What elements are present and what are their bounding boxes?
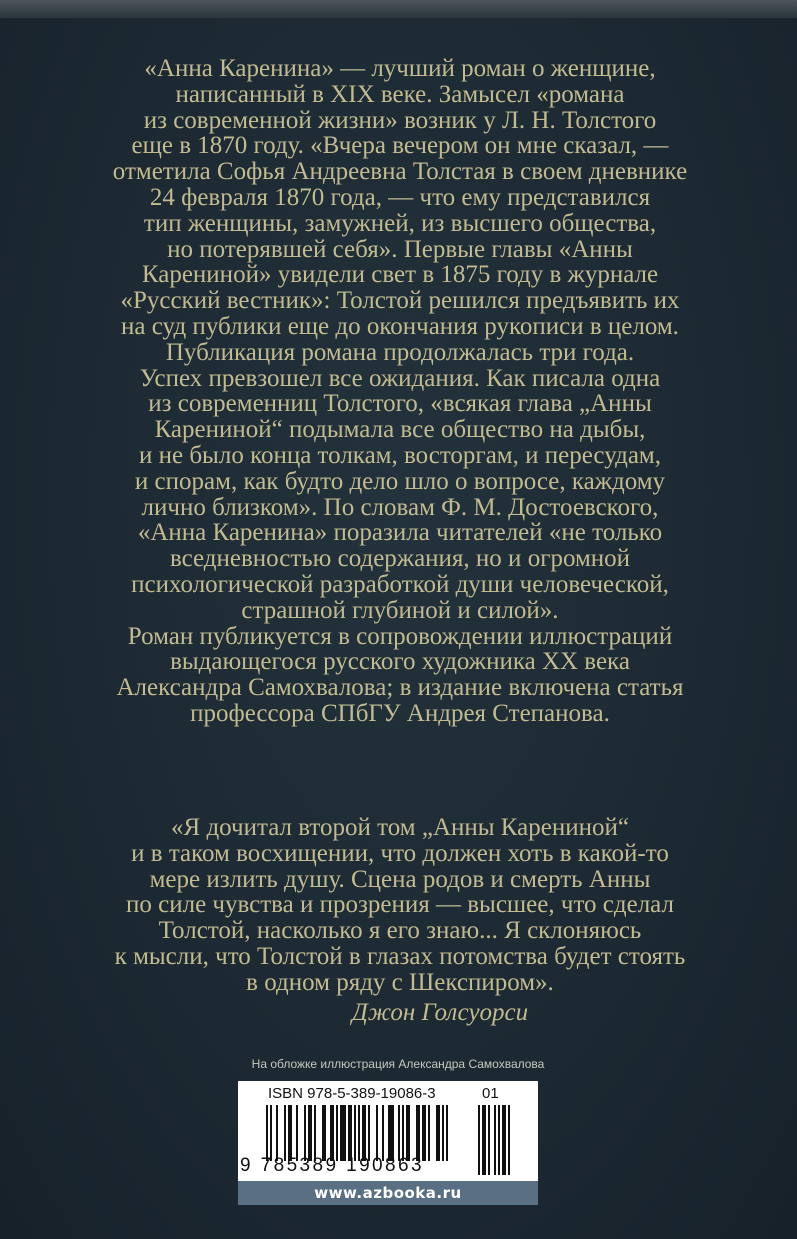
description-line: отметила Софья Андреевна Толстая в своем дневнике [112, 158, 688, 186]
quote-author: Джон Голсуорси [351, 998, 529, 1026]
description-line: Карениной» увидели свет в 1875 году в журнале [141, 261, 659, 289]
cover-illustration-credit: На обложке иллюстрация Александра Самохвалова [251, 1057, 545, 1071]
barcode-bars [266, 1105, 472, 1161]
quote-line: по силе чувства и прозрения — высшее, что сделал [126, 891, 674, 919]
description-line: вседневностью содержания, но и огромной [169, 545, 631, 573]
quote-line: «Я дочитал второй том „Анны Карениной“ [171, 814, 629, 841]
isbn-barcode [238, 1081, 538, 1181]
publisher-website: www.azbooka.ru [238, 1181, 538, 1205]
barcode-addon-bars [478, 1105, 522, 1175]
review-quote [60, 815, 740, 1025]
description-line: «Анна Каренина» — лучший роман о женщине, [144, 55, 656, 82]
description-line: из современной жизни» возник у Л. Н. Толстого [143, 106, 657, 134]
description-line: Успех превзошел все ожидания. Как писала одна [139, 364, 661, 392]
description-line: выдающегося русского художника XX века [170, 648, 630, 676]
barcode-digits: 9 785389 190863 [240, 1155, 424, 1176]
description-line: еще в 1870 году. «Вчера вечером он мне сказал, — [131, 132, 669, 160]
quote-line: мере излить душу. Сцена родов и смерть Анны [149, 865, 651, 893]
isbn-addon-label: 01 [482, 1085, 499, 1102]
cover-top-edge [0, 0, 797, 18]
description-line: и не было конца толкам, восторгам, и пересудам, [138, 441, 662, 469]
description-line: тип женщины, замужней, из высшего общества, [143, 209, 657, 237]
description-line: Роман публикуется в сопровождении иллюстраций [127, 622, 673, 650]
description-line: страшной глубиной и силой». [241, 596, 559, 624]
quote-line: в одном ряду с Шекспиром». [246, 968, 554, 996]
quote-line: и в таком восхищении, что должен хоть в какой-то [131, 839, 669, 867]
description-line: психологической разработкой души человеческой, [131, 570, 669, 598]
description-line: но потерявшей себя». Первые главы «Анны [167, 235, 633, 263]
description-line: и спорам, как будто дело шло о вопросе, каждому [134, 467, 666, 495]
description-line: Александра Самохвалова; в издание включена статья [116, 674, 684, 702]
description-line: Публикация романа продолжалась три года. [165, 338, 635, 366]
description-line: 24 февраля 1870 года, — что ему представился [149, 183, 651, 211]
description-line: «Русский вестник»: Толстой решился предъявить их [120, 287, 680, 315]
description-line: Карениной“ подымала все общество на дыбы, [154, 416, 646, 444]
book-description [60, 56, 740, 727]
description-line: профессора СПбГУ Андрея Степанова. [190, 699, 610, 727]
quote-line: к мысли, что Толстой в глазах потомства будет стоять [114, 942, 686, 970]
isbn-label: ISBN 978-5-389-19086-3 [268, 1085, 436, 1102]
description-line: из современниц Толстого, «всякая глава „Анны [148, 390, 652, 418]
quote-line: Толстой, насколько я его знаю... Я склоняюсь [158, 917, 642, 945]
description-line: «Анна Каренина» поразила читателей «не только [137, 519, 663, 547]
description-line: лично близком». По словам Ф. М. Достоевского, [141, 493, 659, 521]
description-line: написанный в XIX веке. Замысел «романа [175, 80, 625, 108]
description-line: на суд публики еще до окончания рукописи в целом. [121, 312, 679, 340]
